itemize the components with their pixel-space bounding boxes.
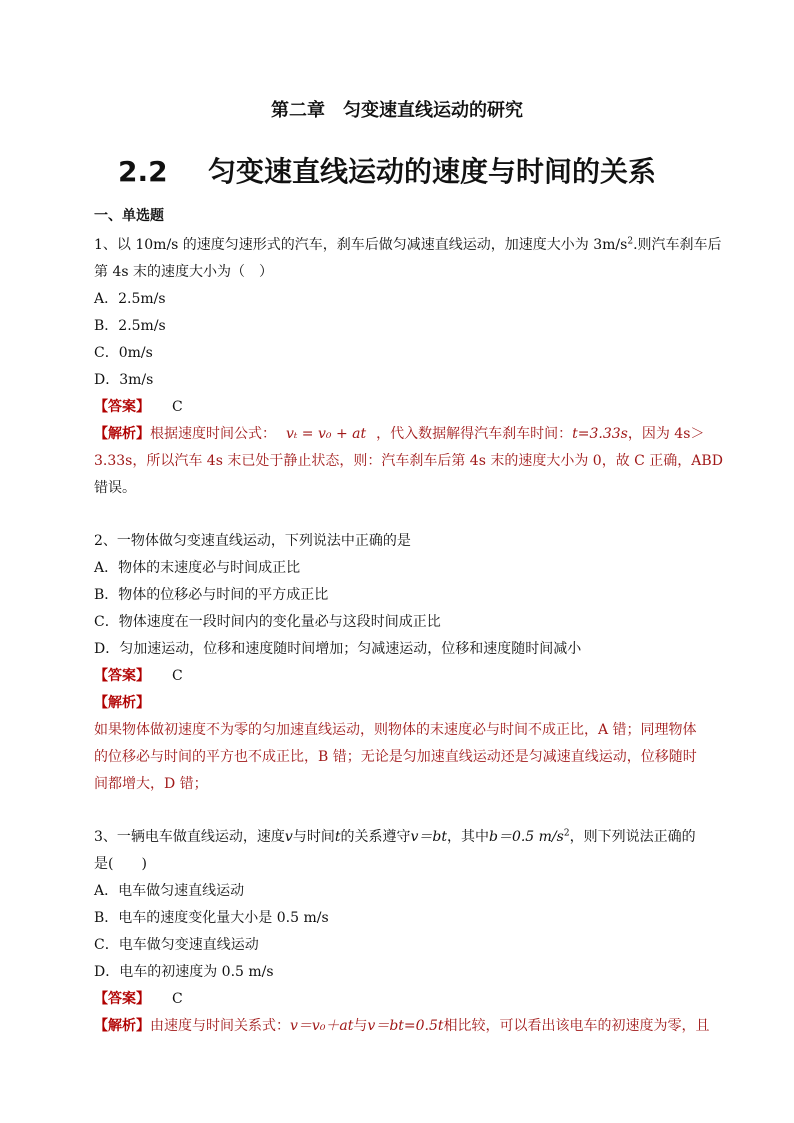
question-3-option-d: D．电车的初速度为 0.5 m/s (94, 964, 274, 980)
question-3-option-c: C．电车做匀变速直线运动 (94, 937, 259, 953)
answer-value: C (172, 668, 183, 684)
answer-value: C (172, 399, 183, 415)
question-1 (94, 232, 723, 502)
question-3-option-a: A．电车做匀速直线运动 (94, 883, 245, 899)
answer-label: 【答案】 (94, 991, 150, 1007)
question-3-stem-line1: 3、一辆电车做直线运动，速度v与时间t的关系遵守v＝bt，其中b＝0.5 $m/s^2$，则下列说法正确的 (94, 828, 696, 845)
answer-label: 【答案】 (94, 668, 150, 684)
answer-value: C (172, 991, 183, 1007)
question-3-answer (94, 986, 704, 1013)
question-list (94, 206, 723, 1040)
question-3-stem-line2: 是( ) (94, 856, 147, 872)
question-1-stem-line2: 第 4s 末的速度大小为（ ） (94, 264, 273, 280)
analysis-label: 【解析】 (94, 426, 150, 442)
question-2 (94, 528, 704, 798)
question-2-analysis-line2: 的位移必与时间的平方也不成正比，B 错；无论是匀加速直线运动还是匀减速直线运动，位移随时 (94, 749, 697, 765)
question-2-option-b: B．物体的位移必与时间的平方成正比 (94, 587, 329, 603)
question-1-analysis-line1: 【解析】根据速度时间公式： vₜ = v₀ + at ，代入数据解得汽车刹车时间：t=3.33s，因为 4s＞ (94, 426, 705, 442)
question-2-analysis-line1: 如果物体做初速度不为零的匀加速直线运动，则物体的末速度必与时间不成正比，A 错；同理物体 (94, 722, 697, 738)
question-1-answer (94, 394, 704, 421)
section-name: 匀变速直线运动的速度与时间的关系 (208, 155, 657, 188)
question-3 (94, 824, 710, 1040)
question-1-option-b: B．2.5m/s (94, 318, 166, 334)
section-title (118, 150, 656, 190)
analysis-label: 【解析】 (94, 1018, 150, 1034)
question-2-stem: 2、一物体做匀变速直线运动，下列说法中正确的是 (94, 533, 411, 549)
question-2-option-d: D．匀加速运动，位移和速度随时间增加；匀减速运动，位移和速度随时间减小 (94, 641, 582, 657)
section-heading: 一、单选题 (94, 208, 164, 224)
question-2-answer (94, 663, 704, 690)
question-3-option-b: B．电车的速度变化量大小是 0.5 m/s (94, 910, 329, 926)
velocity-formula: vₜ = v₀ + at (286, 426, 367, 442)
question-1-analysis-line3: 错误。 (94, 480, 136, 496)
question-1-option-a: A．2.5m/s (94, 291, 166, 307)
chapter-name: 匀变速直线运动的研究 (343, 100, 523, 121)
analysis-label: 【解析】 (94, 695, 150, 711)
question-1-analysis-line2: 3.33s，所以汽车 4s 末已处于静止状态，则：汽车刹车后第 4s 末的速度大小为 0，故 C 正确，ABD (94, 453, 723, 469)
question-2-option-c: C．物体速度在一段时间内的变化量必与这段时间成正比 (94, 614, 441, 630)
answer-label: 【答案】 (94, 399, 150, 415)
question-3-analysis-line1: 【解析】由速度与时间关系式：v＝v₀＋at与v＝bt=0.5t相比较，可以看出该电车的初速度为零，且 (94, 1018, 710, 1034)
chapter-label: 第二章 (271, 100, 325, 121)
question-2-option-a: A．物体的末速度必与时间成正比 (94, 560, 301, 576)
question-2-analysis-line3: 间都增大，D 错； (94, 776, 208, 792)
question-1-option-c: C．0m/s (94, 345, 153, 361)
question-2-analysis-label (94, 690, 704, 717)
question-1-stem-line1: 1、以 10m/s 的速度匀速形式的汽车，刹车后做匀减速直线运动，加速度大小为 $3m/s^2$.则汽车刹车后 (94, 236, 722, 253)
section-number: 2.2 (118, 155, 168, 188)
question-1-option-d: D．3m/s (94, 372, 154, 388)
chapter-title (0, 96, 794, 122)
